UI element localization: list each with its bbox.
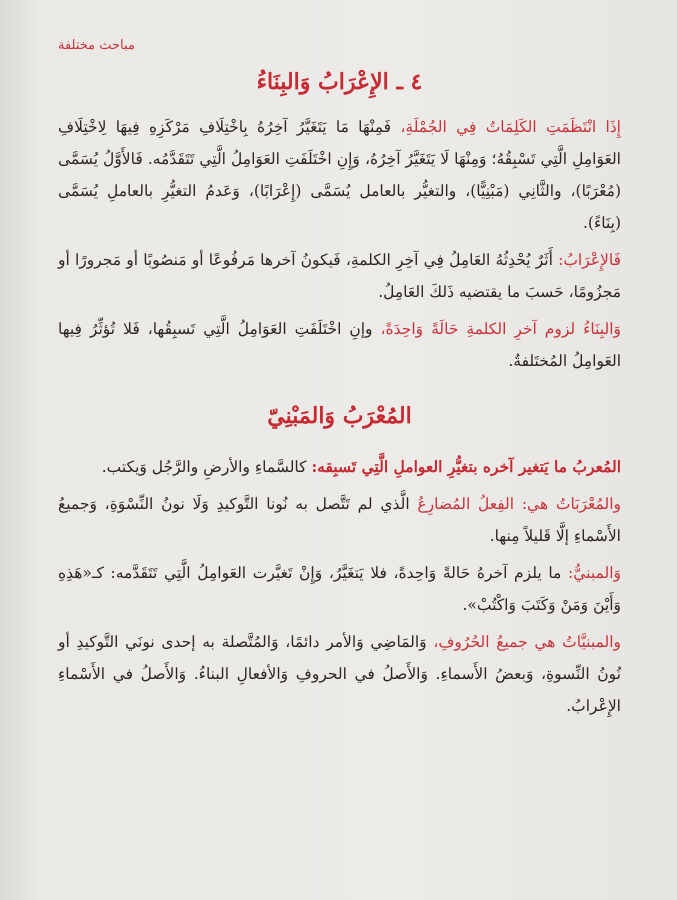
section-title-murab-mabni: المُعْرَبُ وَالمَبْنِيّ bbox=[267, 403, 412, 429]
paragraph-irab-definition bbox=[58, 244, 621, 308]
paragraph-binaa-definition bbox=[58, 313, 621, 377]
paragraph-mabniyat bbox=[58, 626, 621, 722]
paragraph-intro bbox=[58, 111, 621, 239]
paragraph-murab-definition bbox=[58, 451, 621, 483]
paragraph-intro-highlight: إِذَا انْتَظَمَتِ الكَلِمَاتُ فِي الجُمْلَةِ، bbox=[400, 118, 621, 136]
murab-examples: كالسَّماءِ والأرضِ والرَّجُل وَيكتب. bbox=[101, 458, 312, 476]
murabat-text: الَّذي لم تَتَّصل به نُونا التَّوكيدِ وَلَا نونُ النِّسْوَةِ، وَجميعُ الأَسْماءِ إلَّا قَليلاً مِنها. bbox=[58, 495, 621, 545]
irab-definition-text: أَثَرٌ يُحْدِثُهُ العَامِلُ فِي آخِرِ الكلمةِ، فَيكونُ آخرها مَرفُوعًا أو مَنصُوبًا أو مَجرورًا أو مَجزُومًا، حَسبَ ما يقتضيه ذَلكَ العَامِلُ. bbox=[58, 251, 621, 301]
paragraph-intro-text: فَمِنْهَا مَا يَتَغَيَّرُ آخِرُهُ بِاخْتِلَافِ مَرْكَزِهِ فِيهَا لِاخْتِلَافِ العَوَامِلِ الَّتِي تَسْبِقُهُ؛ وَمِنْهَا لَا يَتَغَيَّرُ آخِرُهُ، وَإِنِ اخْتَلَفَتِ العَوَامِلُ الَّتِي تَتَقَدَّمُه. فَالأَوَّلُ يُسَمَّى (مُعْرَبًا)، والثَّانِي (مَبْنِيًّا)، والتغيُّر بالعامل يُسَمَّى (إِعْرَابًا)، وَعَدمُ التغيُّرِ بالعاملِ يُسَمَّى (بِنَاءً). bbox=[58, 118, 621, 232]
section-title-irab-binaa: ٤ ـ الإِعْرَابُ وَالبِنَاءُ bbox=[256, 69, 423, 95]
term-mabni: وَالمبنيُّ: bbox=[568, 564, 621, 582]
mabniyat-text: وَالمَاضِي وَالأمر دائمًا، وَالمُتَّصلة به إحدى نونَي التَّوكيدِ أو نُونُ النِّسوةِ، وَبعضُ الأَسماءِ. وَالأَصلُ في الحروفِ وَالأفعالِ البناءُ. وَالأَصلُ في الأَسْماءِ الإِعْرابُ. bbox=[58, 633, 621, 715]
running-header: مباحث مختلفة bbox=[58, 38, 135, 53]
term-binaa: وَالبِنَاءُ لزوم آخرِ الكلمةِ حَالَةً وَاحِدَةً، bbox=[380, 320, 621, 338]
paragraph-murabat bbox=[58, 488, 621, 552]
term-irab: فَالإِعْرَابُ: bbox=[558, 251, 621, 269]
term-murab: المُعربُ ما يَتغير آخره بتغيُّرِ العواملِ الَّتِي تَسبِقه: bbox=[311, 457, 621, 476]
term-murabat: والمُعْرَبَاتُ هي: bbox=[521, 495, 622, 513]
mabni-definition-text: ما يلزم آخرهُ حَالةً وَاحِدةً، فلا يَتغَيَّرُ، وَإِنْ تَغيَّرت العَوامِلُ الَّتِي تَتَقَدَّمه: كـ«هَذِهِ وَأَيْنَ وَمَنْ وَكَتَبَ وَاكْتُبْ». bbox=[58, 564, 621, 614]
term-mabniyat: والمبنيَّاتُ هي جميعُ الحُرُوفِ، bbox=[433, 633, 621, 651]
term-mudari: الفِعلُ المُضارِعُ bbox=[417, 495, 522, 513]
binaa-definition-text: وإنِ اخْتَلَفَتِ العَوَامِلُ الَّتِي تَسبِقُها، فَلا تُؤثِّرُ فِيها العَوامِلُ المُختَلفةُ. bbox=[58, 320, 621, 370]
paragraph-mabni-definition bbox=[58, 557, 621, 621]
